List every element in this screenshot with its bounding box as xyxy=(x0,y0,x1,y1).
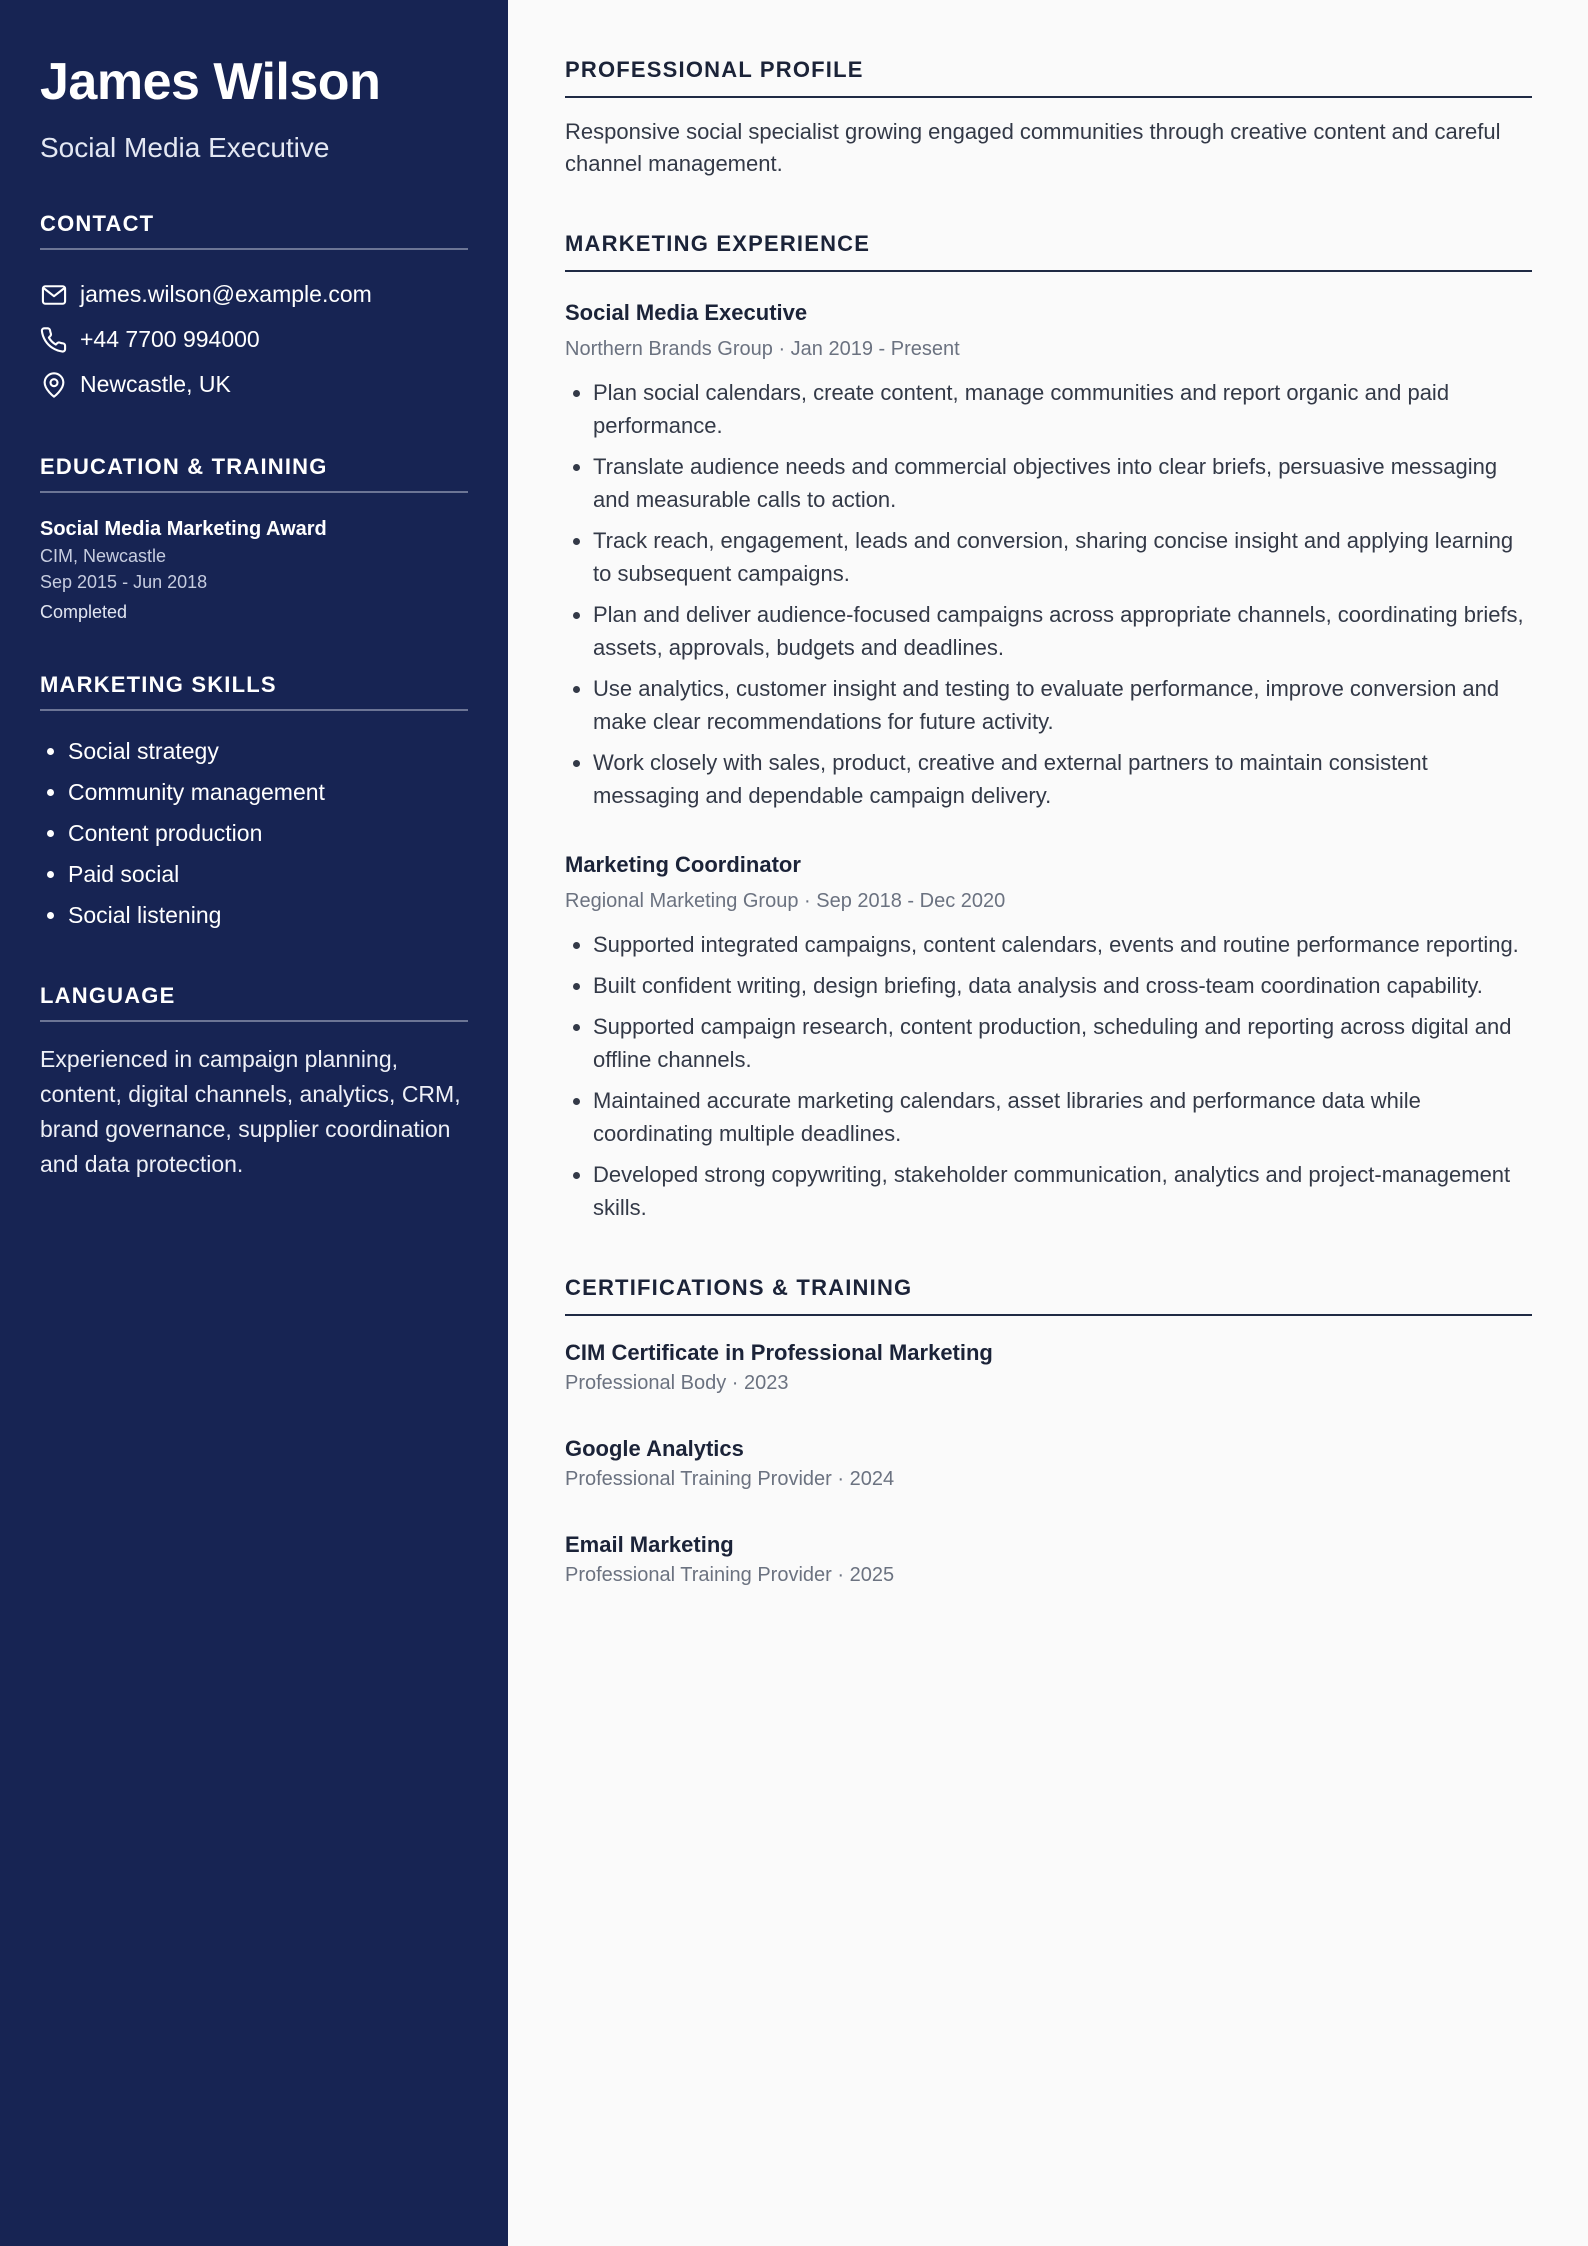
job-bullet: • Supported campaign research, content production, scheduling and reporting across digital and offline channels. xyxy=(593,1010,1532,1076)
sidebar xyxy=(0,0,508,2246)
candidate-name: James Wilson xyxy=(40,53,381,111)
contact-location-text: Newcastle, UK xyxy=(80,371,231,397)
language-section xyxy=(40,982,468,1182)
certification-meta: Professional Body · 2023 xyxy=(565,1372,789,1394)
mail-icon xyxy=(40,281,68,309)
job-entry xyxy=(565,850,1532,1224)
certification-name: Email Marketing xyxy=(565,1532,734,1557)
skill-item: • Community management xyxy=(68,772,468,813)
job-bullets xyxy=(565,376,1532,812)
certification-item xyxy=(565,1338,1049,1398)
education-heading: EDUCATION & TRAINING xyxy=(40,453,468,493)
job-bullet: • Built confident writing, design briefing, data analysis and cross-team coordination capability. xyxy=(593,969,1532,1002)
certifications-heading: CERTIFICATIONS & TRAINING xyxy=(565,1274,1532,1316)
contact-phone-text[interactable]: +44 7700 994000 xyxy=(80,326,260,352)
skill-item: • Social listening xyxy=(68,895,468,936)
experience-heading: MARKETING EXPERIENCE xyxy=(565,230,1532,272)
candidate-headline: Social Media Executive xyxy=(40,132,330,163)
job-bullet: • Track reach, engagement, leads and conversion, sharing concise insight and applying learning to subsequent campaigns. xyxy=(593,524,1532,590)
contact-phone xyxy=(40,317,468,362)
job-bullet: • Use analytics, customer insight and testing to evaluate performance, improve conversion and make clear recommendations for future activity. xyxy=(593,672,1532,738)
certifications-grid xyxy=(565,1338,1532,1626)
experience-section xyxy=(565,230,1532,1224)
profile-text: Responsive social specialist growing engaged communities through creative content and careful channel management. xyxy=(565,119,1501,176)
contact-heading: CONTACT xyxy=(40,210,468,250)
job-bullet: • Plan and deliver audience-focused campaigns across appropriate channels, coordinating briefs, assets, approvals, budgets and deadlines. xyxy=(593,598,1532,664)
language-heading: LANGUAGE xyxy=(40,982,468,1022)
job-bullets xyxy=(565,928,1532,1224)
skills-section xyxy=(40,671,468,936)
job-bullet: • Supported integrated campaigns, content calendars, events and routine performance reporting. xyxy=(593,928,1532,961)
skills-heading: MARKETING SKILLS xyxy=(40,671,468,711)
job-entry xyxy=(565,298,1532,812)
job-bullet: • Translate audience needs and commercial objectives into clear briefs, persuasive messaging and measurable calls to action. xyxy=(593,450,1532,516)
contact-email-text[interactable]: james.wilson@example.com xyxy=(80,281,372,307)
certification-name: Google Analytics xyxy=(565,1436,744,1461)
certification-item xyxy=(565,1530,1049,1590)
job-bullet: • Developed strong copywriting, stakeholder communication, analytics and project-management skills. xyxy=(593,1158,1532,1224)
job-meta: Northern Brands Group · Jan 2019 - Present xyxy=(565,338,960,360)
skill-item: • Social strategy xyxy=(68,731,468,772)
contact-section xyxy=(40,210,468,407)
education-title: Social Media Marketing Award xyxy=(40,518,327,540)
contact-email xyxy=(40,272,468,317)
certification-name: CIM Certificate in Professional Marketing xyxy=(565,1340,993,1365)
main-content xyxy=(508,0,1588,2246)
contact-location xyxy=(40,362,468,407)
contact-list xyxy=(40,272,468,407)
job-bullet: • Maintained accurate marketing calendars, asset libraries and performance data while coordinating multiple deadlines. xyxy=(593,1084,1532,1150)
profile-heading: PROFESSIONAL PROFILE xyxy=(565,56,1532,98)
certification-meta: Professional Training Provider · 2024 xyxy=(565,1468,895,1490)
job-meta: Regional Marketing Group · Sep 2018 - Dec 2020 xyxy=(565,890,1006,912)
job-bullet: • Plan social calendars, create content, manage communities and report organic and paid performance. xyxy=(593,376,1532,442)
profile-section xyxy=(565,56,1532,180)
certification-meta: Professional Training Provider · 2025 xyxy=(565,1564,895,1586)
education-section xyxy=(40,453,468,625)
skill-item: • Content production xyxy=(68,813,468,854)
certification-item xyxy=(565,1434,1049,1494)
education-dates: Sep 2015 - Jun 2018 xyxy=(40,572,208,592)
education-status: Completed xyxy=(40,602,128,622)
job-title: Social Media Executive xyxy=(565,300,808,325)
certifications-section xyxy=(565,1274,1532,1626)
skill-item: • Paid social xyxy=(68,854,468,895)
job-bullet: • Work closely with sales, product, creative and external partners to maintain consistent messaging and dependable campaign delivery. xyxy=(593,746,1532,812)
phone-icon xyxy=(40,326,68,354)
location-pin-icon xyxy=(40,371,68,399)
job-title: Marketing Coordinator xyxy=(565,852,801,877)
language-text: Experienced in campaign planning, content, digital channels, analytics, CRM, brand governance, supplier coordination and data protection. xyxy=(40,1046,461,1177)
education-institution: CIM, Newcastle xyxy=(40,546,167,566)
skills-list xyxy=(40,731,468,936)
